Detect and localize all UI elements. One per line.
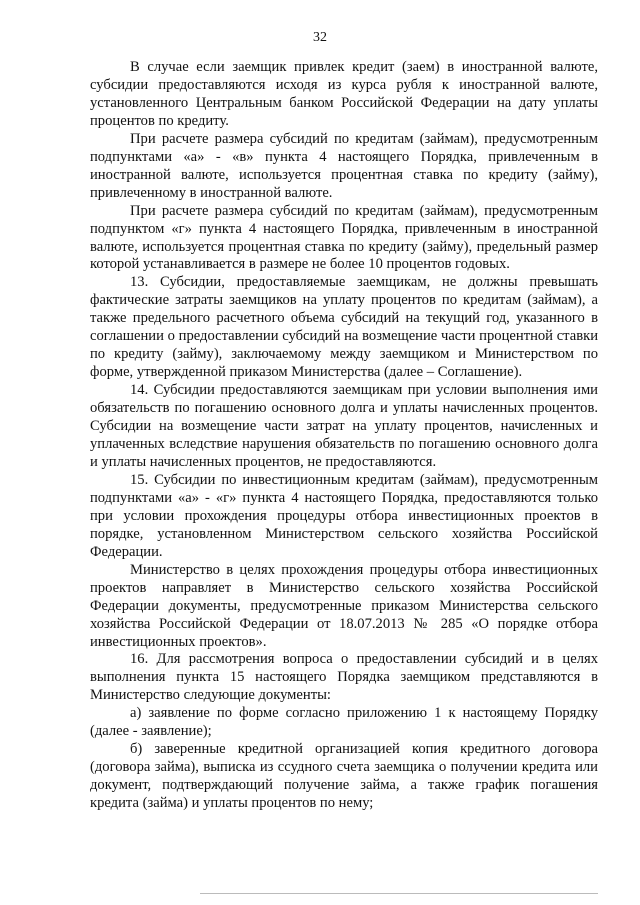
page-number: 32 — [313, 30, 327, 45]
document-body — [90, 59, 598, 813]
paragraph-15: 15. Субсидии по инвестиционным кредитам (займам), предусмотренным подпунктами «а» - «г» пункта 4 настоящего Порядка, предоставляются только при условии прохождения процедуры отбора инвестиционных проектов в порядке, установленном Министерством сельского хозяйства Российской Федерации. — [90, 471, 598, 560]
paragraph-16-item-a: а) заявление по форме согласно приложению 1 к настоящему Порядку (далее - заявление); — [90, 705, 598, 740]
paragraph-14: 14. Субсидии предоставляются заемщикам при условии выполнения ими обязательств по погашению основного долга и уплаты начисленных процентов. Субсидии на возмещение части затрат на уплату процентов, начисленных и уплаченных вследствие нарушения обязательств по погашению основного долга и уплаты начисленных процентов, не предоставляются. — [90, 382, 598, 470]
scan-edge-line — [200, 893, 598, 894]
paragraph-rate-subpoint-g: При расчете размера субсидий по кредитам (займам), предусмотренным подпунктом «г» пункта 4 настоящего Порядка, привлеченным в иностранной валюте, используется процентная ставка по кредиту (займу), предельный размер которой устанавливается в размере не более 10 процентов годовых. — [90, 202, 598, 273]
paragraph-16: 16. Для рассмотрения вопроса о предоставлении субсидий и в целях выполнения пункта 15 настоящего Порядка заемщиком представляются в Министерство следующие документы: — [90, 651, 598, 704]
paragraph-rate-subpoints-a-v: При расчете размера субсидий по кредитам (займам), предусмотренным подпунктами «а» - «в» пункта 4 настоящего Порядка, привлеченным в иностранной валюте, используется процентная ставка по кредиту (займу), привлеченному в иностранной валюте. — [90, 130, 598, 201]
paragraph-16-item-b: б) заверенные кредитной организацией копия кредитного договора (договора займа), выписка из ссудного счета заемщика о получении кредита или документ, подтверждающий получение займа, а также график погашения кредита (займа) и уплаты процентов по нему; — [90, 741, 598, 812]
paragraph-13: 13. Субсидии, предоставляемые заемщикам, не должны превышать фактические затраты заемщиков на уплату процентов по кредитам (займам), а также предельного расчетного объема субсидий на текущий год, указанного в соглашении о предоставлении субсидий на возмещение части процентной ставки по кредиту (займу), заключаемому между заемщиком и Министерством по форме, утвержденной приказом Министерства (далее – Соглашение). — [90, 274, 598, 381]
paragraph-currency-rate: В случае если заемщик привлек кредит (заем) в иностранной валюте, субсидии предоставляются исходя из курса рубля к иностранной валюте, установленного Центральным банком Российской Федерации на дату уплаты процентов по кредиту. — [90, 59, 598, 129]
paragraph-ministry-selection: Министерство в целях прохождения процедуры отбора инвестиционных проектов направляет в Министерство сельского хозяйства Российской Федерации документы, предусмотренные приказом Министерства сельского хозяйства Российской Федерации от 18.07.2013 № 285 «О порядке отбора инвестиционных проектов». — [90, 561, 598, 650]
